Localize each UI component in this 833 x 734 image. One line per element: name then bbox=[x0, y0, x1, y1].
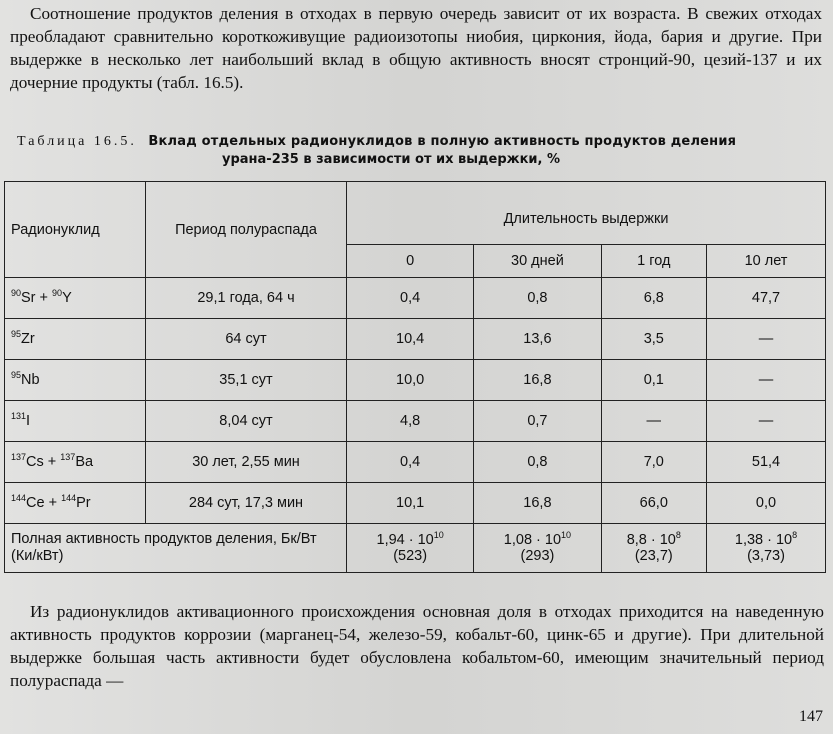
table-row bbox=[5, 319, 826, 360]
element-symbol-1: Cs bbox=[26, 454, 44, 470]
element-symbol-1: Nb bbox=[21, 372, 40, 388]
header-exposure: Длительность выдержки bbox=[347, 182, 826, 245]
element-symbol-1: Zr bbox=[21, 331, 35, 347]
table-row bbox=[5, 401, 826, 442]
total-activity-label: Полная активность продуктов деления, Бк/Вт (Ки/кВт) bbox=[5, 524, 347, 573]
total-value-base: 1,38 · 10 bbox=[734, 532, 793, 548]
cell-value: 0,4 bbox=[347, 442, 474, 483]
cell-nuclide bbox=[5, 319, 146, 360]
nuclide-label bbox=[11, 495, 91, 511]
element-symbol-2: Pr bbox=[76, 495, 91, 511]
total-value-main bbox=[606, 532, 702, 548]
cell-value: 47,7 bbox=[707, 278, 826, 319]
paragraph-bottom bbox=[10, 600, 824, 692]
table-header-row bbox=[5, 182, 826, 245]
cell-half-life: 29,1 года, 64 ч bbox=[146, 278, 347, 319]
page-number: 147 bbox=[799, 708, 823, 725]
paragraph-top bbox=[10, 2, 822, 94]
element-symbol-2: Y bbox=[62, 290, 72, 306]
header-half-life: Период полураспада bbox=[146, 182, 347, 278]
cell-value: 10,0 bbox=[347, 360, 474, 401]
mass-number-2: 90 bbox=[52, 288, 63, 298]
cell-value: 10,4 bbox=[347, 319, 474, 360]
cell-nuclide bbox=[5, 401, 146, 442]
total-value-base: 8,8 · 10 bbox=[626, 532, 676, 548]
table-row bbox=[5, 442, 826, 483]
total-value-main bbox=[478, 532, 596, 548]
cell-half-life: 64 сут bbox=[146, 319, 347, 360]
paragraph-bottom-text: Из радионуклидов активационного происхождения основная доля в отходах приходится на наведенную активность продуктов коррозии (марганец-54, железо-59, кобальт-60, цинк-65 и другие). При длительной выдержке большая часть активности будет обусловлена кобальтом-60, имеющим значительный период полураспада — bbox=[10, 602, 824, 691]
cell-value: 6,8 bbox=[601, 278, 706, 319]
header-period-0: 0 bbox=[347, 245, 474, 278]
table-caption-label: Таблица 16.5. bbox=[17, 134, 137, 149]
header-nuclide: Радионуклид bbox=[5, 182, 146, 278]
element-symbol-1: I bbox=[26, 413, 31, 429]
table-row bbox=[5, 278, 826, 319]
table-caption bbox=[17, 133, 827, 167]
element-symbol-2: Ba bbox=[75, 454, 94, 470]
cell-nuclide bbox=[5, 483, 146, 524]
nuclide-separator: + bbox=[44, 495, 62, 511]
total-activity-value bbox=[601, 524, 706, 573]
table-row bbox=[5, 483, 826, 524]
cell-value: 0,8 bbox=[474, 278, 601, 319]
element-symbol-1: Ce bbox=[26, 495, 45, 511]
cell-value: — bbox=[707, 360, 826, 401]
header-period-1: 30 дней bbox=[474, 245, 601, 278]
total-activity-value bbox=[347, 524, 474, 573]
cell-value: — bbox=[707, 319, 826, 360]
table-total-row bbox=[5, 524, 826, 573]
total-value-exponent: 8 bbox=[675, 530, 681, 540]
total-value-ci: (23,7) bbox=[634, 548, 673, 564]
table-caption-title: Вклад отдельных радионуклидов в полную активность продуктов деления bbox=[148, 134, 737, 149]
mass-number-1: 90 bbox=[11, 288, 22, 298]
header-period-3: 10 лет bbox=[707, 245, 826, 278]
cell-half-life: 35,1 сут bbox=[146, 360, 347, 401]
cell-value: 13,6 bbox=[474, 319, 601, 360]
nuclide-label bbox=[11, 290, 72, 306]
cell-value: 66,0 bbox=[601, 483, 706, 524]
total-value-ci: (523) bbox=[393, 548, 428, 564]
nuclide-label bbox=[11, 413, 30, 429]
table-body bbox=[5, 278, 826, 573]
total-value-exponent: 8 bbox=[792, 530, 798, 540]
cell-value: 0,7 bbox=[474, 401, 601, 442]
cell-value: — bbox=[707, 401, 826, 442]
cell-nuclide bbox=[5, 278, 146, 319]
total-activity-value bbox=[707, 524, 826, 573]
cell-value: 16,8 bbox=[474, 483, 601, 524]
mass-number-2: 137 bbox=[60, 452, 76, 462]
total-activity-value bbox=[474, 524, 601, 573]
paragraph-top-text: Соотношение продуктов деления в отходах в первую очередь зависит от их возраста. В свежих отходах преобладают сравнительно короткоживущие радиоизотопы ниобия, циркония, йода, бария и другие. При выдержке в несколько лет наибольший вклад в общую активность вносят стронций-90, цезий-137 и их дочерние продукты (табл. 16.5). bbox=[10, 4, 822, 93]
total-value-ci: (3,73) bbox=[747, 548, 785, 564]
nuclide-label bbox=[11, 372, 40, 388]
total-value-base: 1,94 · 10 bbox=[376, 532, 434, 548]
nuclide-label bbox=[11, 454, 93, 470]
nuclide-separator: + bbox=[35, 290, 53, 306]
fission-products-table bbox=[4, 181, 826, 573]
total-value-exponent: 10 bbox=[433, 530, 444, 540]
cell-value: 4,8 bbox=[347, 401, 474, 442]
cell-half-life: 8,04 сут bbox=[146, 401, 347, 442]
cell-value: 7,0 bbox=[601, 442, 706, 483]
mass-number-2: 144 bbox=[61, 493, 77, 503]
table-caption-title-line2: урана-235 в зависимости от их выдержки, % bbox=[222, 152, 560, 167]
cell-nuclide bbox=[5, 360, 146, 401]
cell-half-life: 284 сут, 17,3 мин bbox=[146, 483, 347, 524]
cell-value: — bbox=[601, 401, 706, 442]
mass-number-1: 144 bbox=[11, 493, 27, 503]
cell-value: 0,4 bbox=[347, 278, 474, 319]
cell-nuclide bbox=[5, 442, 146, 483]
cell-half-life: 30 лет, 2,55 мин bbox=[146, 442, 347, 483]
element-symbol-1: Sr bbox=[21, 290, 36, 306]
table-row bbox=[5, 360, 826, 401]
cell-value: 3,5 bbox=[601, 319, 706, 360]
total-value-main bbox=[711, 532, 821, 548]
header-period-2: 1 год bbox=[601, 245, 706, 278]
nuclide-separator: + bbox=[43, 454, 61, 470]
mass-number-1: 131 bbox=[11, 411, 27, 421]
nuclide-label bbox=[11, 331, 35, 347]
mass-number-1: 95 bbox=[11, 370, 22, 380]
cell-value: 0,1 bbox=[601, 360, 706, 401]
mass-number-1: 95 bbox=[11, 329, 22, 339]
cell-value: 10,1 bbox=[347, 483, 474, 524]
cell-value: 51,4 bbox=[707, 442, 826, 483]
total-value-base: 1,08 · 10 bbox=[503, 532, 562, 548]
cell-value: 0,0 bbox=[707, 483, 826, 524]
cell-value: 16,8 bbox=[474, 360, 601, 401]
total-value-ci: (293) bbox=[520, 548, 555, 564]
total-value-exponent: 10 bbox=[561, 530, 572, 540]
cell-value: 0,8 bbox=[474, 442, 601, 483]
total-value-main bbox=[351, 532, 469, 548]
mass-number-1: 137 bbox=[11, 452, 27, 462]
